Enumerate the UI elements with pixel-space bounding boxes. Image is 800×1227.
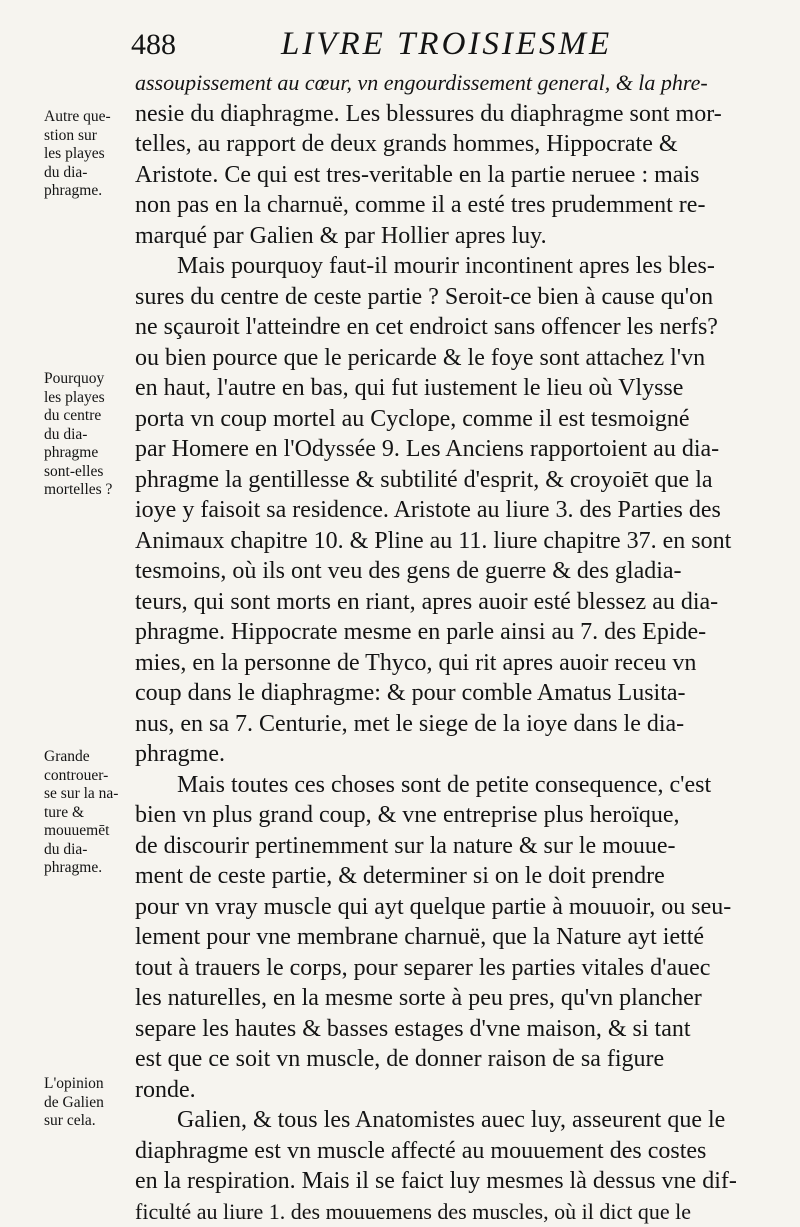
marginal-note-line: de Galien — [44, 1094, 138, 1113]
body-text — [135, 68, 770, 1227]
marginal-note-line: du dia- — [44, 426, 138, 445]
text-line: lement pour vne membrane charnuë, que la Nature ayt ietté — [135, 922, 770, 953]
text-line: Galien, & tous les Anatomistes auec luy, asseurent que le — [135, 1105, 770, 1136]
marginal-note-line: stion sur — [44, 127, 138, 146]
text-line: ioye y faisoit sa residence. Aristote au liure 3. des Parties des — [135, 495, 770, 526]
marginal-note-line: les playes — [44, 389, 138, 408]
text-line: nus, en sa 7. Centurie, met le siege de la ioye dans le dia- — [135, 709, 770, 740]
marginal-note-line: mortelles ? — [44, 481, 138, 500]
text-line: tout à trauers le corps, pour separer les parties vitales d'auec — [135, 953, 770, 984]
text-line: phragme la gentillesse & subtilité d'esprit, & croyoiēt que la — [135, 465, 770, 496]
text-line: Aristote. Ce qui est tres-veritable en la partie neruee : mais — [135, 160, 770, 191]
marginal-note-line: se sur la na- — [44, 785, 138, 804]
marginal-note — [44, 370, 138, 500]
page-number: 488 — [131, 28, 176, 62]
text-line: ne sçauroit l'atteindre en cet endroict sans offencer les nerfs? — [135, 312, 770, 343]
marginal-note-line: sont-elles — [44, 463, 138, 482]
marginal-note-line: L'opinion — [44, 1075, 138, 1094]
text-line: Animaux chapitre 10. & Pline au 11. liure chapitre 37. en sont — [135, 526, 770, 557]
marginal-note-line: du dia- — [44, 841, 138, 860]
marginal-note-line: du centre — [44, 407, 138, 426]
text-line: bien vn plus grand coup, & vne entreprise plus heroïque, — [135, 800, 770, 831]
text-line: ou bien pource que le pericarde & le foye sont attachez l'vn — [135, 343, 770, 374]
marginal-note — [44, 748, 138, 878]
text-line: ment de ceste partie, & determiner si on le doit prendre — [135, 861, 770, 892]
marginal-note-line: mouuemēt — [44, 822, 138, 841]
text-line: de discourir pertinemment sur la nature & sur le mouue- — [135, 831, 770, 862]
marginal-note-line: Grande — [44, 748, 138, 767]
text-line: telles, au rapport de deux grands hommes, Hippocrate & — [135, 129, 770, 160]
text-line: par Homere en l'Odyssée 9. Les Anciens rapportoient au dia- — [135, 434, 770, 465]
marginal-note-line: Autre que- — [44, 108, 138, 127]
text-line: Mais toutes ces choses sont de petite consequence, c'est — [135, 770, 770, 801]
text-line: ficulté au liure 1. des mouuemens des muscles, où il dict que le — [135, 1197, 770, 1227]
page-header — [131, 26, 771, 66]
marginal-note-line: sur cela. — [44, 1112, 138, 1131]
text-line: ronde. — [135, 1075, 770, 1106]
text-line: assoupissement au cœur, vn engourdissement general, & la phre- — [135, 68, 770, 99]
text-line: est que ce soit vn muscle, de donner raison de sa figure — [135, 1044, 770, 1075]
text-line: separe les hautes & basses estages d'vne maison, & si tant — [135, 1014, 770, 1045]
text-line: Mais pourquoy faut-il mourir incontinent apres les bles- — [135, 251, 770, 282]
marginal-note-line: les playes — [44, 145, 138, 164]
marginal-note-line: phragme. — [44, 859, 138, 878]
marginal-note-line: Pourquoy — [44, 370, 138, 389]
text-line: teurs, qui sont morts en riant, apres auoir esté blessez au dia- — [135, 587, 770, 618]
text-line: diaphragme est vn muscle affecté au mouuement des costes — [135, 1136, 770, 1167]
text-line: en haut, l'autre en bas, qui fut iustement le lieu où Vlysse — [135, 373, 770, 404]
text-line: marqué par Galien & par Hollier apres luy. — [135, 221, 770, 252]
text-line: sures du centre de ceste partie ? Seroit-ce bien à cause qu'on — [135, 282, 770, 313]
text-line: pour vn vray muscle qui ayt quelque partie à mouuoir, ou seu- — [135, 892, 770, 923]
marginal-note — [44, 108, 138, 201]
text-line: tesmoins, où ils ont veu des gens de guerre & des gladia- — [135, 556, 770, 587]
marginal-note-line: phragme. — [44, 182, 138, 201]
marginal-note-line: phragme — [44, 444, 138, 463]
text-line: nesie du diaphragme. Les blessures du diaphragme sont mor- — [135, 99, 770, 130]
text-line: non pas en la charnuë, comme il a esté tres prudemment re- — [135, 190, 770, 221]
text-line: les naturelles, en la mesme sorte à peu pres, qu'vn plancher — [135, 983, 770, 1014]
marginal-note-line: du dia- — [44, 164, 138, 183]
running-title: LIVRE TROISIESME — [281, 26, 612, 63]
text-line: phragme. — [135, 739, 770, 770]
marginal-note — [44, 1075, 138, 1131]
text-line: coup dans le diaphragme: & pour comble Amatus Lusita- — [135, 678, 770, 709]
text-line: phragme. Hippocrate mesme en parle ainsi au 7. des Epide- — [135, 617, 770, 648]
marginal-note-line: ture & — [44, 804, 138, 823]
text-line: en la respiration. Mais il se faict luy mesmes là dessus vne dif- — [135, 1166, 770, 1197]
text-line: porta vn coup mortel au Cyclope, comme il est tesmoigné — [135, 404, 770, 435]
marginal-note-line: controuer- — [44, 767, 138, 786]
text-line: mies, en la personne de Thyco, qui rit apres auoir receu vn — [135, 648, 770, 679]
